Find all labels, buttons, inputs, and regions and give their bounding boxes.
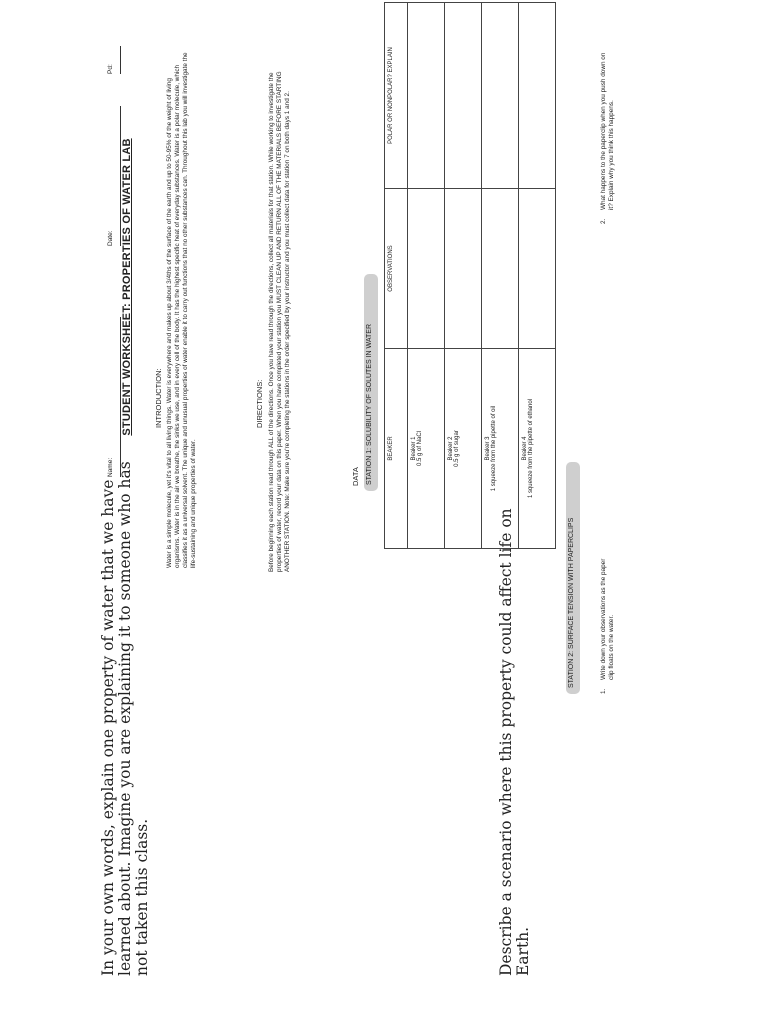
beaker-name: Beaker 1 (411, 436, 417, 461)
observations-cell[interactable] (482, 189, 519, 349)
question-number: 1. (600, 688, 607, 694)
directions-text: Before beginning each station read through ALL of the directions. Once you have read through the directions, collect all materials for that station. While working to investigate the properties of water, record your data on this paper. When you have completed your station you MUST CLEAN UP AND RETURN ALL OF THE MATERIALS BEFORE STARTING ANOTHER STATION. Note: Make sure you're completing the stations in the order specified by your instructor and you must collect data for station 7 on both days 1 and 2. (268, 71, 291, 572)
table-header: OBSERVATIONS (385, 189, 408, 349)
beaker-name: Beaker 3 (485, 436, 491, 461)
worksheet-title: STUDENT WORKSHEET: PROPERTIES OF WATER LAB (121, 138, 133, 436)
polarity-cell[interactable] (445, 3, 482, 189)
polarity-cell[interactable] (408, 3, 445, 189)
table-header: POLAR OR NONPOLAR? EXPLAIN (385, 3, 408, 189)
station1-table (384, 2, 556, 549)
name-field (107, 317, 121, 477)
polarity-cell[interactable] (482, 3, 519, 189)
table-row (408, 3, 445, 549)
table-header-row (385, 3, 408, 549)
question-1 (600, 554, 616, 694)
station1-title: STATION 1: SOLUBILITY OF SOLUTES IN WATER (364, 274, 378, 491)
observations-cell[interactable] (408, 189, 445, 349)
data-heading: DATA (351, 467, 360, 486)
name-label: Name: (107, 457, 114, 477)
table-header: BEAKER (385, 349, 408, 549)
beaker-name: Beaker 2 (448, 436, 454, 461)
beaker-cell (408, 349, 445, 549)
beaker-cell (519, 349, 556, 549)
date-label: Date: (107, 230, 114, 246)
scenario-prompt: Describe a scenario where this property could affect life on Earth. (497, 508, 532, 976)
date-field (107, 106, 121, 246)
period-field (107, 46, 121, 74)
directions-heading: DIRECTIONS: (255, 379, 264, 428)
beaker-detail: 0.5 g of sugar (454, 430, 460, 467)
explain-prompt: In your own words, explain one property of water that we have learned about. Imagine you are explaining it to someone who has not taken this class. (99, 461, 151, 976)
station2-title: STATION 2: SURFACE TENSION WITH PAPERCLIPS (566, 462, 580, 694)
question-text: Write down your observations as the paper clip floats on the water. (600, 558, 615, 680)
introduction-heading: INTRODUCTION: (154, 368, 163, 428)
table-row (519, 3, 556, 549)
observations-cell[interactable] (445, 189, 482, 349)
beaker-name: Beaker 4 (522, 436, 528, 461)
question-number: 2. (600, 218, 607, 224)
question-text: What happens to the paperclip when you push down on it? Explain why you think this happens. (600, 52, 615, 210)
introduction-text: Water is a simple molecule, yet it's vital to all living things. Water is everywhere and makes up about 3/4ths of the surface of the earth and up to 50-95% of the weight of living organisms. Water is in the air we breathe, the sinks we use, and in every cell of the body. It has the highest specific heat of everyday substances. Water is a polar molecule, which classifies it as a universal solvent. The unique and unusual properties of water enable it to carry out functions that no other substances can. Throughout this lab you will investigate the life-sustaining and unique properties of water. (166, 52, 197, 568)
observations-cell[interactable] (519, 189, 556, 349)
table-row (445, 3, 482, 549)
polarity-cell[interactable] (519, 3, 556, 189)
period-label: Pd: (107, 64, 114, 74)
beaker-cell (445, 349, 482, 549)
beaker-detail: 0.5 g of NaCl (417, 430, 423, 467)
beaker-detail: 1 squeeze from the pipette of oil (491, 405, 497, 492)
question-2 (600, 44, 616, 224)
beaker-cell (482, 349, 519, 549)
beaker-detail: 1 squeeze from the pipette of ethanol (528, 398, 534, 499)
table-row (482, 3, 519, 549)
